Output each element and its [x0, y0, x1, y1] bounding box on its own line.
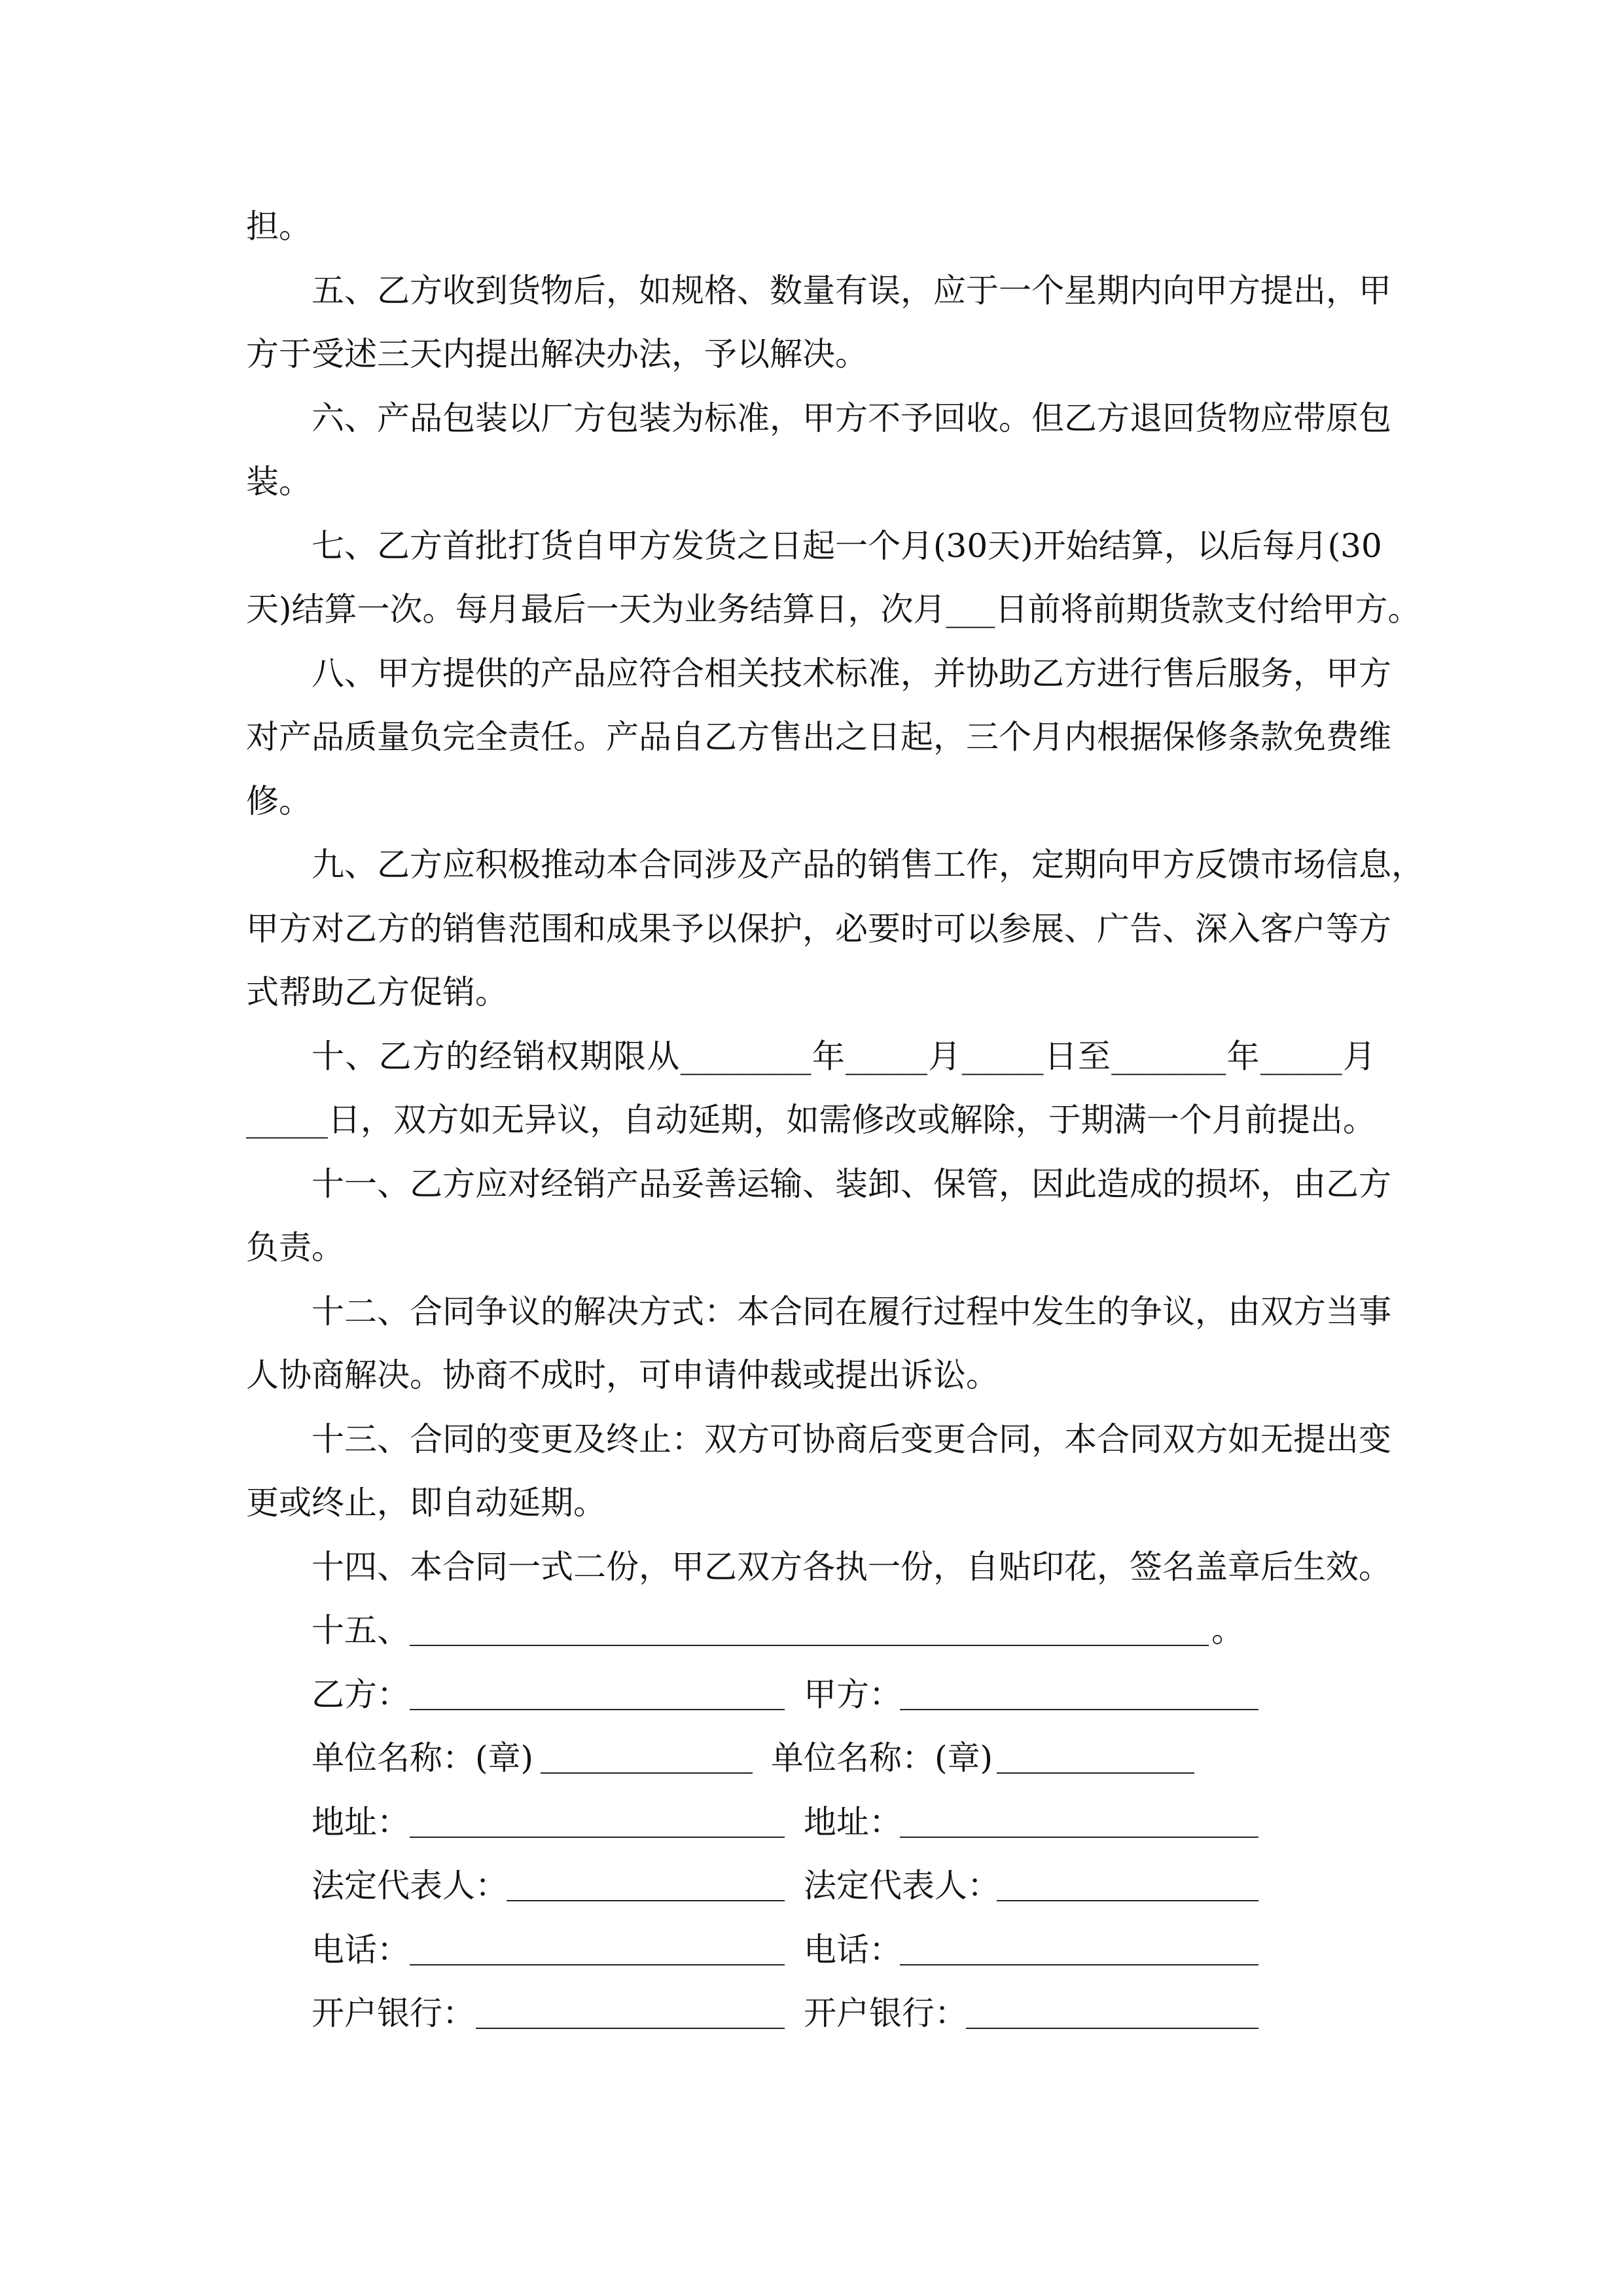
rep-b-label: 法定代表人： — [312, 1867, 508, 1905]
rep-a-label: 法定代表人： — [804, 1867, 1000, 1905]
text-line: 装。 — [246, 463, 312, 501]
text-line: 担。 — [246, 207, 312, 245]
clause-15-label: 十五、 — [312, 1611, 410, 1649]
signature-row-bank — [246, 1982, 1376, 2046]
clause-13: 十三、合同的变更及终止：双方可协商后变更合同，本合同双方如无提出变 — [312, 1420, 1391, 1458]
text-line: 负责。 — [246, 1229, 344, 1266]
rep-a-blank[interactable] — [997, 1900, 1258, 1901]
text-line: 对产品质量负完全责任。产品自乙方售出之日起，三个月内根据保修条款免费维 — [246, 718, 1391, 756]
clause-14: 十四、本合同一式二份，甲乙双方各执一份，自贴印花，签名盖章后生效。 — [312, 1547, 1391, 1586]
text-line: _____日，双方如无异议，自动延期，如需修改或解除，于期满一个月前提出。 — [246, 1101, 1376, 1139]
signature-row-representative — [246, 1854, 1376, 1918]
unit-a-blank[interactable] — [997, 1772, 1194, 1774]
unit-a-label: 单位名称：(章) — [771, 1739, 993, 1777]
signature-row-unit — [246, 1727, 1376, 1791]
address-b-blank[interactable] — [410, 1837, 785, 1838]
clause-6: 六、产品包装以厂方包装为标准，甲方不予回收。但乙方退回货物应带原包 — [312, 399, 1391, 437]
clause-15-blank[interactable] — [410, 1645, 1209, 1646]
party-a-blank[interactable] — [900, 1709, 1258, 1710]
text-line: 人协商解决。协商不成时，可申请仲裁或提出诉讼。 — [246, 1356, 999, 1394]
clause-9: 九、乙方应积极推动本合同涉及产品的销售工作，定期向甲方反馈市场信息， — [312, 846, 1424, 884]
text-line: 天)结算一次。每月最后一天为业务结算日，次月___日前将前期货款支付给甲方。 — [246, 590, 1421, 628]
clause-11: 十一、乙方应对经销产品妥善运输、装卸、保管，因此造成的损坏，由乙方 — [312, 1164, 1391, 1203]
party-b-label: 乙方： — [312, 1675, 410, 1713]
contract-body — [246, 195, 1424, 2046]
party-a-label: 甲方： — [804, 1675, 902, 1713]
bank-b-blank[interactable] — [476, 2028, 785, 2029]
text-line: 修。 — [246, 781, 312, 820]
text-line: 方于受述三天内提出解决办法，予以解决。 — [246, 335, 868, 373]
address-a-blank[interactable] — [900, 1837, 1258, 1838]
text-line: 更或终止，即自动延期。 — [246, 1484, 606, 1522]
clause-12: 十二、合同争议的解决方式：本合同在履行过程中发生的争议，由双方当事 — [312, 1292, 1391, 1331]
clause-10: 十、乙方的经销权期限从________年_____月_____日至_______年_____月 — [312, 1037, 1376, 1075]
rep-b-blank[interactable] — [507, 1900, 785, 1901]
unit-b-blank[interactable] — [541, 1772, 753, 1774]
text-line: 甲方对乙方的销售范围和成果予以保护，必要时可以参展、广告、深入客户等方 — [246, 909, 1391, 948]
bank-a-blank[interactable] — [966, 2028, 1258, 2029]
unit-b-label: 单位名称：(章) — [312, 1739, 534, 1777]
bank-b-label: 开户银行： — [312, 1994, 475, 2032]
address-b-label: 地址： — [312, 1803, 410, 1841]
clause-8: 八、甲方提供的产品应符合相关技术标准，并协助乙方进行售后服务，甲方 — [312, 654, 1391, 692]
text-line: 式帮助乙方促销。 — [246, 973, 508, 1011]
signature-row-phone — [246, 1918, 1376, 1982]
clause-15-end: 。 — [1211, 1611, 1244, 1649]
phone-a-blank[interactable] — [900, 1964, 1258, 1965]
address-a-label: 地址： — [804, 1803, 902, 1841]
party-b-blank[interactable] — [410, 1709, 785, 1710]
clause-15 — [246, 1599, 1376, 1663]
signature-row-party — [246, 1663, 1376, 1727]
signature-row-address — [246, 1791, 1376, 1855]
phone-a-label: 电话： — [804, 1930, 902, 1969]
phone-b-label: 电话： — [312, 1930, 410, 1969]
clause-5: 五、乙方收到货物后，如规格、数量有误，应于一个星期内向甲方提出，甲 — [312, 271, 1391, 310]
clause-7: 七、乙方首批打货自甲方发货之日起一个月(30天)开始结算，以后每月(30 — [312, 526, 1382, 565]
bank-a-label: 开户银行： — [804, 1994, 967, 2032]
phone-b-blank[interactable] — [410, 1964, 785, 1965]
